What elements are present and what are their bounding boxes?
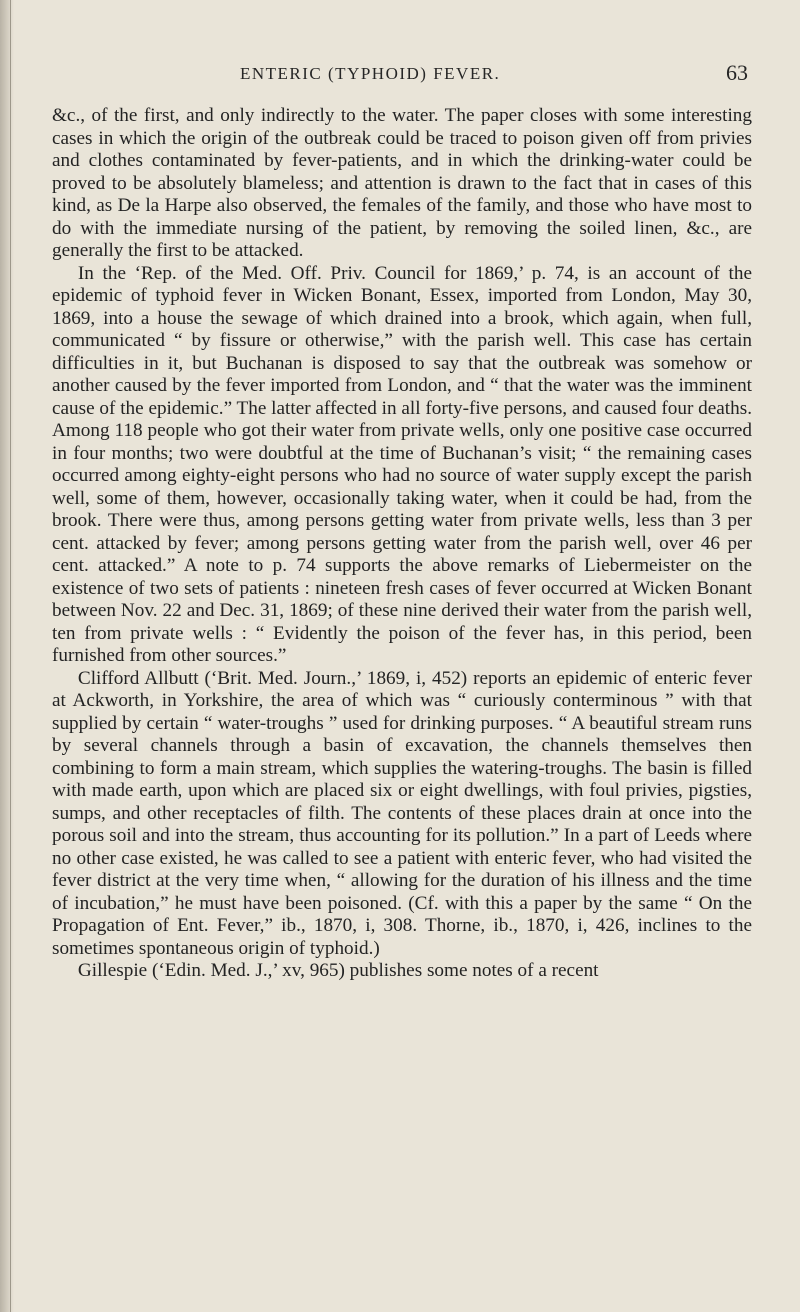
paragraph: Gillespie (‘Edin. Med. J.,’ xv, 965) publishes some notes of a recent bbox=[77, 960, 599, 981]
paragraph: Clifford Allbutt (‘Brit. Med. Journ.,’ 1869, i, 452) reports an epidemic of enteric fever at Ackworth, in Yorkshire, the area of which was “ curiously conterminous ” with that supplied by certain “ water-troughs ” used for drinking purposes. “ A beautiful stream runs by several channels through a basin of excavation, the channels themselves then combining to form a main stream, which supplies the watering-troughs. The basin is filled with made earth, upon which are placed six or eight dwellings, with foul privies, pigsties, sumps, and other receptacles of filth. The contents of these places drain at once into the porous soil and into the stream, thus accounting for its pollution.” In a part of Leeds where no other case existed, he was called to see a patient with enteric fever, who had visited the fever district at the very time when, “ allowing for the duration of his illness and the time of incubation,” he must have been poisoned. (Cf. with this a paper by the same “ On the Propagation of Ent. Fever,” ib., 1870, i, 308. Thorne, ib., 1870, i, 426, inclines to the sometimes spontaneous origin of typhoid.) bbox=[52, 667, 752, 959]
running-head: ENTERIC (TYPHOID) FEVER. bbox=[240, 64, 501, 83]
page-binding-edge bbox=[0, 0, 14, 1312]
page-binding-line bbox=[10, 0, 11, 1312]
page-header bbox=[0, 60, 800, 90]
paragraph: In the ‘Rep. of the Med. Off. Priv. Council for 1869,’ p. 74, is an account of the epidemic of typhoid fever in Wicken Bonant, Essex, imported from London, May 30, 1869, into a house the sewage of which drained into a brook, which again, when full, communicated “ by fissure or otherwise,” with the parish well. This case has certain difficulties in it, but Buchanan is disposed to say that the outbreak was somehow or another caused by the fever imported from London, and “ that the water was the imminent cause of the epidemic.” The latter affected in all forty-five persons, and caused four deaths. Among 118 people who got their water from private wells, only one positive case occurred in four months; two were doubtful at the time of Buchanan’s visit; “ the remaining cases occurred among eighty-eight persons who had no source of water supply except the parish well, some of them, however, occasionally taking water, when it could be had, from the brook. There were thus, among persons getting water from private wells, less than 3 per cent. attacked by fever; among persons getting water from the parish well, over 46 per cent. attacked.” A note to p. 74 supports the above remarks of Liebermeister on the existence of two sets of patients : nineteen fresh cases of fever occurred at Wicken Bonant between Nov. 22 and Dec. 31, 1869; of these nine derived their water from the parish well, ten from private wells : “ Evidently the poison of the fever has, in this period, been furnished from other sources.” bbox=[52, 262, 752, 666]
body-text bbox=[52, 105, 752, 983]
paragraph: &c., of the first, and only indirectly to the water. The paper closes with some interesting cases in which the origin of the outbreak could be traced to poison given off from privies and clothes contaminated by fever-patients, and in which the drinking-water could be proved to be absolutely blameless; and attention is drawn to the fact that in cases of this kind, as De la Harpe also observed, the females of the family, and those who have most to do with the immediate nursing of the patient, by removing the soiled linen, &c., are generally the first to be attacked. bbox=[52, 105, 752, 261]
page-number: 63 bbox=[726, 60, 748, 85]
